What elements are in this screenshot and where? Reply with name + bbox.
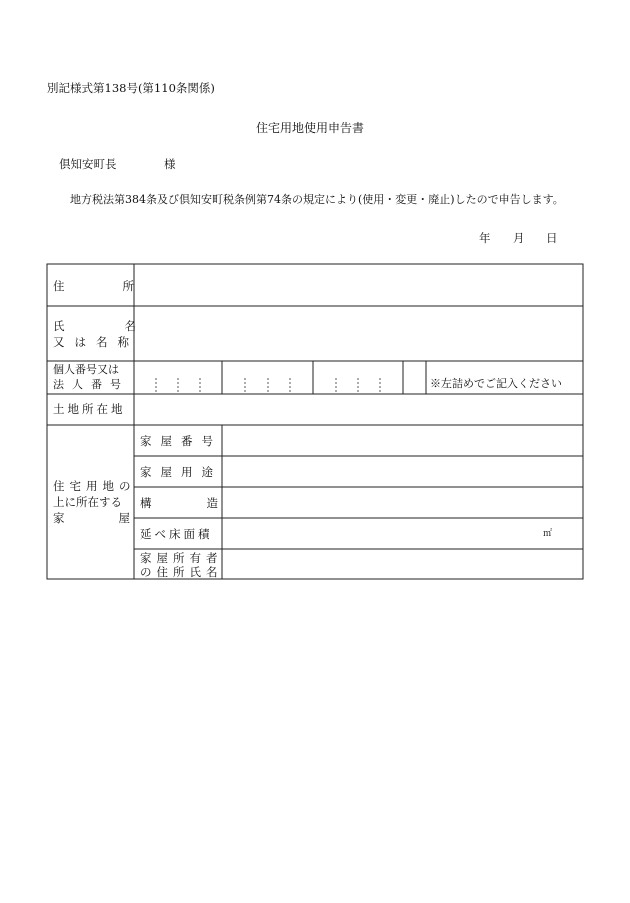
- address-label: [53, 279, 192, 293]
- name-label-line2: 又は名称: [53, 335, 139, 349]
- house-use-field[interactable]: [223, 457, 582, 486]
- house-group-label-line3: 家屋: [53, 511, 184, 525]
- owner-label-line1: 家屋所有者: [140, 551, 223, 565]
- structure-field[interactable]: [223, 488, 582, 517]
- name-field[interactable]: [135, 307, 582, 360]
- name-label-line1: 氏名: [53, 319, 196, 333]
- date-day: 日: [546, 231, 558, 245]
- addressee: 倶知安町長: [59, 157, 117, 171]
- house-group-label-line2: 上に所在する: [53, 495, 122, 509]
- land-location-field[interactable]: [135, 395, 582, 424]
- house-use-label: 家屋用途: [140, 465, 222, 479]
- structure-label: 構造: [140, 496, 273, 510]
- id-number-field[interactable]: [135, 362, 425, 393]
- owner-field[interactable]: [223, 550, 582, 578]
- floor-area-label: 延べ床面積: [140, 527, 213, 541]
- house-group-label-line1: 住宅用地の: [53, 479, 136, 493]
- form-title: 住宅用地使用申告書: [256, 121, 365, 135]
- house-number-label: 家屋番号: [140, 434, 222, 448]
- id-label-line1: 個人番号又は: [53, 363, 119, 376]
- floor-area-field[interactable]: [223, 519, 582, 548]
- address-field[interactable]: [135, 265, 582, 305]
- form-number: 別記様式第138号(第110条関係): [47, 81, 215, 95]
- honorific: 様: [164, 157, 176, 171]
- declaration-text: 地方税法第384条及び倶知安町税条例第74条の規定により(使用・変更・廃止)したので申告します。: [70, 193, 564, 206]
- address-label-text: 住所: [53, 279, 192, 293]
- id-note: ※左詰めでご記入ください: [430, 377, 562, 390]
- floor-area-unit: ㎡: [543, 529, 553, 539]
- date-month: 月: [513, 231, 525, 245]
- house-number-field[interactable]: [223, 426, 582, 455]
- id-label-line2: 法人番号: [53, 378, 129, 391]
- date-year: 年: [479, 231, 491, 245]
- land-location-label: 土地所在地: [53, 402, 126, 416]
- owner-label-line2: の住所氏名: [140, 565, 223, 579]
